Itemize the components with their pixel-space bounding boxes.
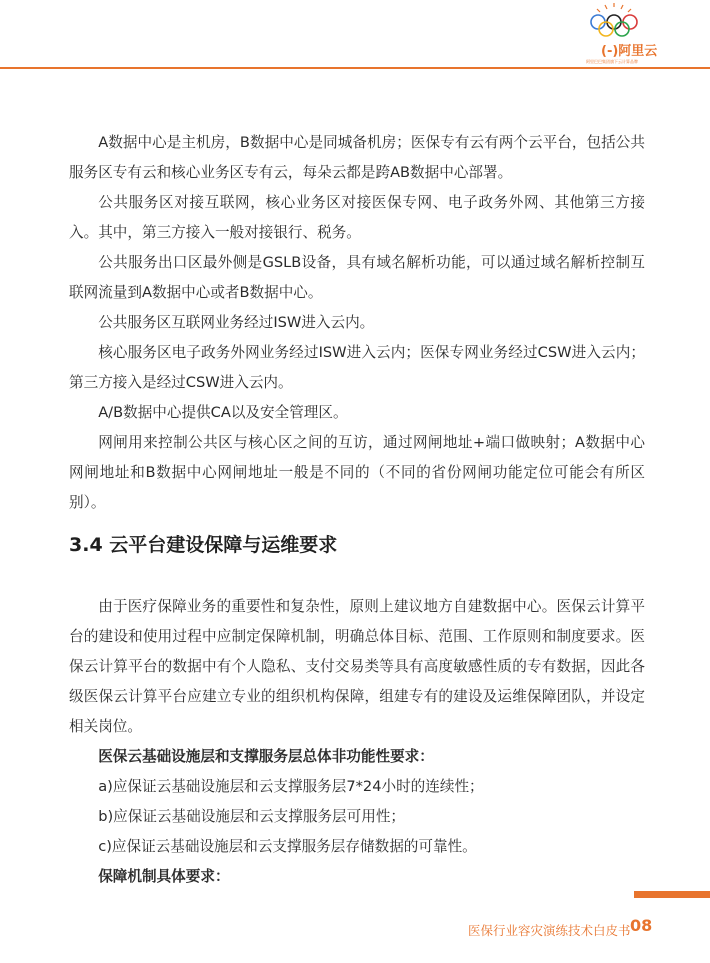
brand-tagline: 阿里巴巴集团旗下云计算品牌 [586,59,638,64]
footer-accent-bar [634,891,710,898]
body-paragraph: A数据中心是主机房，B数据中心是同城备机房；医保专有云有两个云平台，包括公共服务区专有云和核心业务区专有云，每朵云都是跨AB数据中心部署。 [69,134,645,181]
body-paragraph: 由于医疗保障业务的重要性和复杂性，原则上建议地方自建数据中心。医保云计算平台的建设和使用过程中应制定保障机制，明确总体目标、范围、工作原则和制度要求。医保云计算平台的数据中有个人隐私、支付交易类等具有高度敏感性质的专有数据，因此各级医保云计算平台应建立专业的组织机构保障，组建专有的建设及运维保障团队，并设定相关岗位。 [69,598,645,735]
section-title: 3.4 云平台建设保障与运维要求 [69,534,338,556]
page-body [69,128,645,892]
requirement-item: c)应保证云基础设施层和云支撑服务层存储数据的可靠性。 [98,838,477,855]
requirement-item: a)应保证云基础设施层和云支撑服务层7*24小时的连续性； [98,778,484,795]
body-paragraph: 公共服务区互联网业务经过ISW进入云内。 [98,314,375,331]
requirements-heading: 医保云基础设施层和支撑服务层总体非功能性要求： [98,748,434,765]
body-paragraph: 核心服务区电子政务外网业务经过ISW进入云内；医保专网业务经过CSW进入云内；第三方接入是经过CSW进入云内。 [69,344,645,391]
requirement-item: b)应保证云基础设施层和云支撑服务层可用性； [98,808,406,825]
body-paragraph: A/B数据中心提供CA以及安全管理区。 [98,404,348,421]
footer-document-title: 医保行业容灾演练技术白皮书 [468,923,631,938]
olympic-rings-icon [578,2,650,40]
spacer [69,560,645,592]
body-paragraph: 公共服务区对接互联网，核心业务区对接医保专网、电子政务外网、其他第三方接入。其中，第三方接入一般对接银行、税务。 [69,194,645,241]
page-number: 08 [630,916,653,935]
header-divider [0,67,710,69]
spacer [69,518,645,530]
body-paragraph: 公共服务出口区最外侧是GSLB设备，具有域名解析功能，可以通过域名解析控制互联网流量到A数据中心或者B数据中心。 [69,254,645,301]
mechanism-heading: 保障机制具体要求： [98,868,230,885]
brand-name: (-)阿里云 [601,44,658,59]
body-paragraph: 网闸用来控制公共区与核心区之间的互访，通过网闸地址+端口做映射；A数据中心网闸地址和B数据中心网闸地址一般是不同的（不同的省份网闸功能定位可能会有所区别）。 [69,434,645,511]
